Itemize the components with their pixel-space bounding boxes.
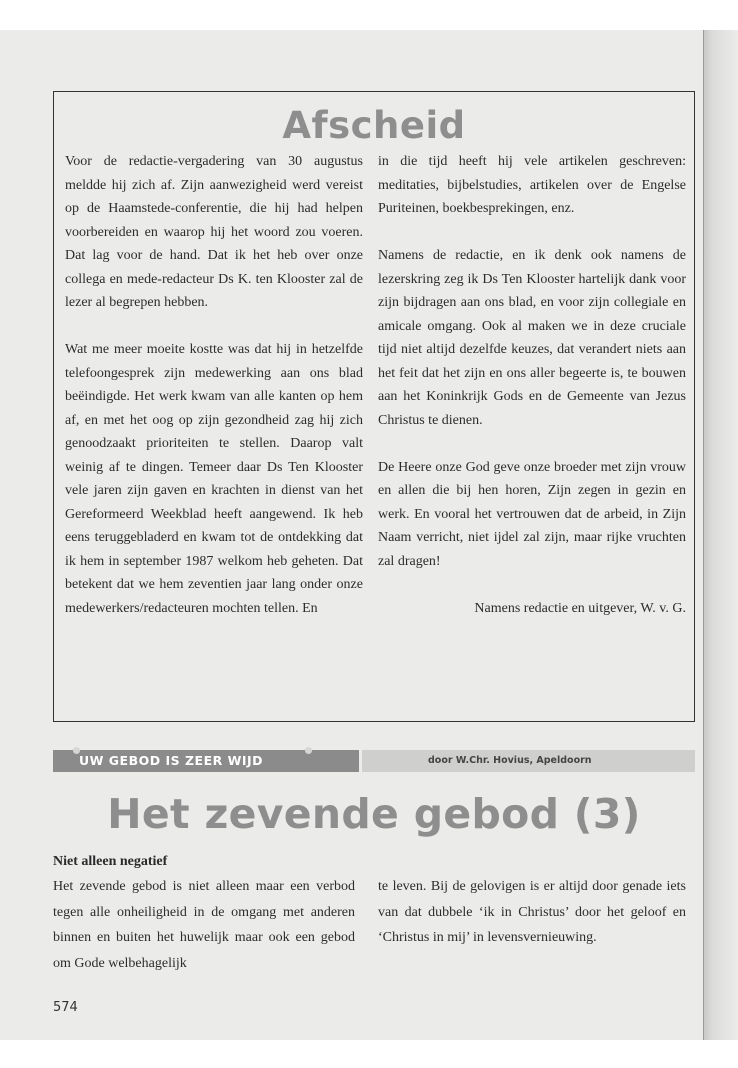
article-left-column (53, 874, 355, 976)
afscheid-paragraph: in die tijd heeft hij vele artikelen geschreven: meditaties, bijbelstudies, artikelen over de Engelse Puriteinen, boekbesprekingen, enz. (378, 154, 686, 216)
afscheid-right-column (378, 150, 686, 620)
article-paragraph: Het zevende gebod is niet alleen maar een verbod tegen alle onheiligheid in de omgang met anderen binnen en buiten het huwelijk maar ook een gebod om Gode welbehagelijk (53, 879, 355, 971)
afscheid-left-column (65, 150, 363, 620)
series-banner (53, 750, 359, 772)
page-number: 574 (53, 1000, 78, 1015)
afscheid-signature: Namens redactie en uitgever, W. v. G. (474, 600, 686, 616)
bullet-dot-icon (305, 747, 312, 754)
afscheid-title: Afscheid (282, 104, 466, 147)
afscheid-paragraph: Namens de redactie, en ik denk ook namens de lezerskring zeg ik Ds Ten Klooster hartelijk dank voor zijn bijdragen aan ons blad, en voor zijn collegiale en amicale omgang. Ook al maken we in deze cruciale tijd niet altijd dezelfde keuzes, dat verandert niets aan het feit dat het zijn en ons aller begeerte is, te bouwen aan het Koninkrijk Gods en de Gemeente van Jezus Christus te dienen. (378, 248, 686, 428)
article-subhead: Niet alleen negatief (53, 854, 168, 869)
article-byline: door W.Chr. Hovius, Apeldoorn (428, 755, 592, 766)
article-right-column (378, 874, 686, 951)
afscheid-paragraph: Voor de redactie-vergadering van 30 augustus meldde hij zich af. Zijn aanwezigheid werd vereist op de Haamstede-conferentie, die hij had helpen voorbereiden en waarop hij het woord zou voeren. Dat lag voor de hand. Dat ik het heb over onze collega en mede-redacteur Ds K. ten Klooster zal de lezer al begrepen hebben. (65, 154, 363, 310)
article-paragraph: te leven. Bij de gelovigen is er altijd door genade iets van dat dubbele ‘ik in Christus’ door het geloof en ‘Christus in mij’ in levensvernieuwing. (378, 879, 686, 945)
afscheid-paragraph: De Heere onze God geve onze broeder met zijn vrouw en allen die bij hen horen, Zijn zegen in gezin en werk. En vooral het vertrouwen dat de arbeid, in Zijn Naam verricht, niet ijdel zal zijn, maar rijke vruchten zal dragen! (378, 459, 686, 569)
bullet-dot-icon (73, 747, 80, 754)
afscheid-paragraph: Wat me meer moeite kostte was dat hij in hetzelfde telefoongesprek zijn medewerking aan ons blad beëindigde. Het werk kwam van alle kanten op hem af, en met het oog op zijn gezondheid zag hij zich genoodzaakt prioriteiten te stellen. Daarop valt weinig af te dingen. Temeer daar Ds Ten Klooster vele jaren zijn gaven en krachten in dienst van het Gereformeerd Weekblad heeft aangewend. Ik heb eens teruggebladerd en kwam tot de ontdekking dat ik hem in september 1987 welkom heb geheten. Dat betekent dat we hem zeventien jaar lang onder onze medewerkers/redacteuren mochten tellen. En (65, 342, 363, 616)
series-label: UW GEBOD IS ZEER WIJD (79, 753, 264, 768)
article-title: Het zevende gebod (3) (107, 790, 641, 838)
page-gutter (703, 30, 738, 1040)
